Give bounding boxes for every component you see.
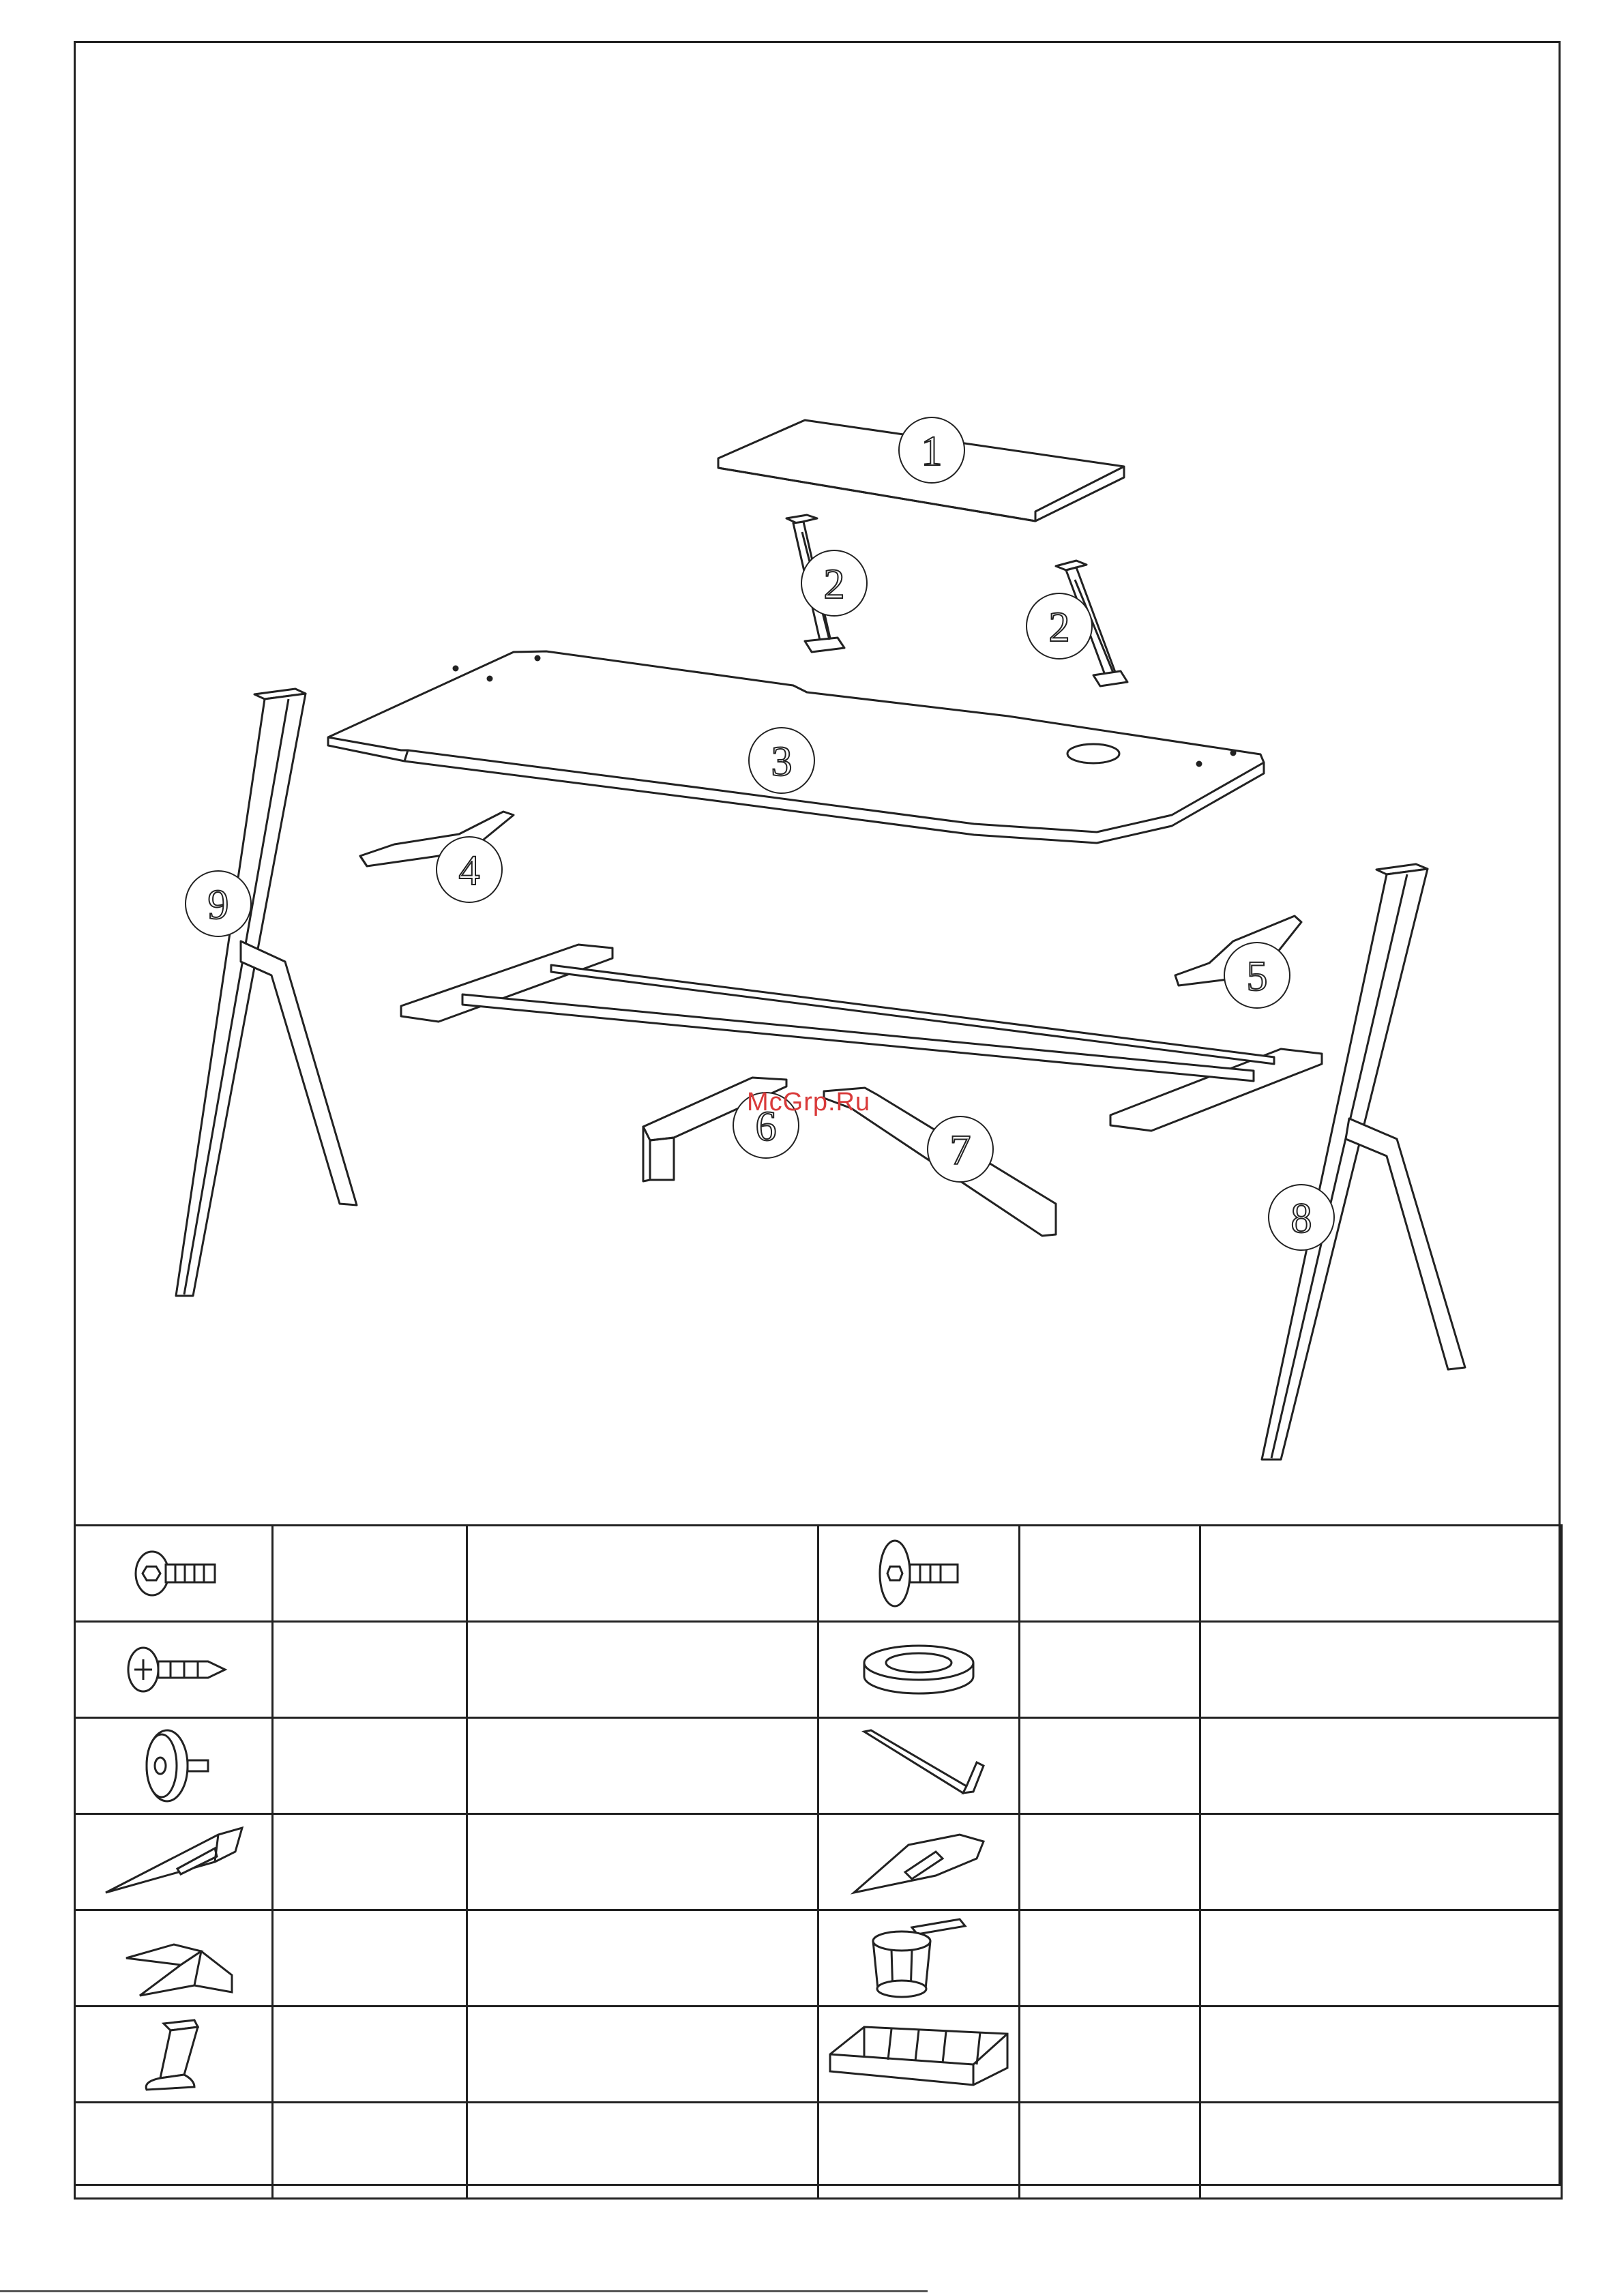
svg-text:2: 2 [823,561,845,608]
footer-rule [0,2290,928,2292]
quantity-cell [273,2103,467,2199]
callout-9 [186,871,251,936]
svg-text:6: 6 [755,1104,777,1150]
quantity-cell [1020,1718,1200,1814]
wedge-clip-icon [95,1821,252,1903]
part-leg-right [1262,864,1465,1460]
description-cell [467,2007,818,2103]
description-cell [467,1622,818,1718]
table-row [75,1814,1562,1910]
angle-bracket-icon [99,1917,249,1999]
hardware-cell [75,1814,273,1910]
callout-8 [1269,1185,1334,1250]
part-leg-left [176,689,357,1296]
svg-text:5: 5 [1246,953,1268,1000]
description-cell [1200,2103,1562,2199]
cable-tray-icon [823,2017,1014,2092]
hex-bolt-icon [126,1543,222,1604]
hardware-cell [818,1718,1020,1814]
table-row [75,1910,1562,2007]
description-cell [467,1910,818,2007]
quantity-cell [1020,2007,1200,2103]
description-cell [1200,2007,1562,2103]
callout-7 [928,1116,993,1182]
table-row [75,1526,1562,1622]
hardware-cell [818,1622,1020,1718]
description-cell [1200,1526,1562,1622]
description-cell [467,2103,818,2199]
table-row [75,1622,1562,1718]
description-cell [1200,1622,1562,1718]
quantity-cell [1020,2103,1200,2199]
svg-text:7: 7 [949,1127,971,1174]
table-row [75,2103,1562,2199]
description-cell [1200,1814,1562,1910]
hardware-cell [75,2103,273,2199]
assembly-diagram [74,41,1561,1528]
callout-5 [1224,943,1290,1008]
table-row [75,1718,1562,1814]
washer-ring-icon [857,1639,980,1700]
svg-text:8: 8 [1290,1196,1312,1242]
callout-1 [899,417,964,483]
hardware-cell [75,1622,273,1718]
quantity-cell [1020,1814,1200,1910]
watermark: McGrp.Ru [747,1088,871,1116]
flat-hex-bolt-icon [871,1536,966,1611]
svg-text:3: 3 [771,739,793,785]
table-row [75,2007,1562,2103]
description-cell [467,1526,818,1622]
quantity-cell [1020,1622,1200,1718]
hardware-cell [818,2007,1020,2103]
hardware-table [74,1524,1563,2200]
hardware-cell [818,1814,1020,1910]
quantity-cell [273,1814,467,1910]
hardware-cell [75,1718,273,1814]
quantity-cell [1020,1910,1200,2007]
quantity-cell [273,2007,467,2103]
svg-text:4: 4 [458,848,480,894]
hardware-cell [75,2007,273,2103]
description-cell [1200,1910,1562,2007]
quantity-cell [273,1526,467,1622]
hardware-cell [818,1526,1020,1622]
wedge-clip-alt-icon [840,1821,997,1903]
callout-2b [1027,593,1092,659]
hardware-cell [75,1910,273,2007]
phillips-screw-icon [119,1639,228,1700]
svg-text:2: 2 [1048,604,1070,651]
callout-2a [801,550,867,616]
hardware-cell [75,1526,273,1622]
description-cell [467,1814,818,1910]
cup-holder-icon [864,1914,973,2002]
description-cell [467,1718,818,1814]
callout-4 [437,837,502,902]
quantity-cell [273,1622,467,1718]
cam-lock-icon [133,1725,215,1807]
svg-text:9: 9 [207,882,229,928]
hardware-cell [818,2103,1020,2199]
quantity-cell [1020,1526,1200,1622]
allen-key-icon [851,1725,987,1807]
quantity-cell [273,1910,467,2007]
headphone-hook-icon [130,2013,218,2095]
hardware-cell [818,1910,1020,2007]
svg-text:1: 1 [921,428,943,475]
description-cell [1200,1718,1562,1814]
callout-3 [749,728,814,793]
quantity-cell [273,1718,467,1814]
